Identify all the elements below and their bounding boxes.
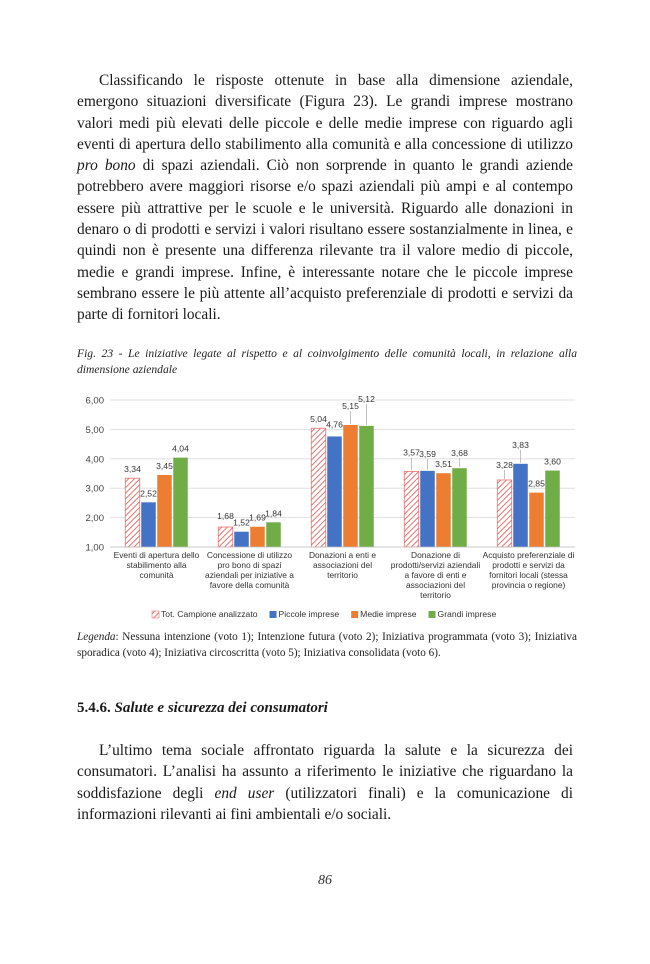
x-tick-label: Acquisto preferenziale di bbox=[482, 550, 575, 560]
paragraph-1-text: Classificando le risposte ottenute in base alla dimensione aziendale, emergono situazioni diversificate (Figura 23). Le grandi imprese mostrano valori medi più elevati delle piccole e delle medie imprese con riguardo agli eventi di apertura dello stabilimento alla comunità e alla concessione di utilizzo bbox=[77, 72, 573, 153]
y-tick-label: 1,00 bbox=[85, 542, 104, 554]
paragraph-2-emphasis: end user bbox=[214, 784, 275, 802]
x-tick-label: fornitori locali (stessa bbox=[489, 570, 568, 580]
data-label: 1,68 bbox=[217, 511, 234, 522]
data-label: 3,57 bbox=[403, 447, 420, 458]
bar bbox=[311, 428, 326, 547]
x-tick-label: Donazione di bbox=[411, 550, 460, 560]
y-tick-label: 4,00 bbox=[85, 454, 104, 466]
data-label: 1,84 bbox=[265, 508, 282, 519]
x-tick-label: territorio bbox=[420, 590, 451, 600]
bar bbox=[141, 502, 156, 547]
y-tick-label: 3,00 bbox=[85, 483, 104, 495]
data-label: 3,45 bbox=[156, 460, 173, 471]
legend-entry: Tot. Campione analizzato bbox=[161, 609, 258, 619]
data-label: 3,28 bbox=[496, 459, 513, 470]
x-tick-label: Donazioni a enti e bbox=[308, 550, 377, 560]
data-label: 3,59 bbox=[419, 448, 436, 459]
section-number: 5.4.6. bbox=[77, 700, 115, 716]
x-tick-label: territorio bbox=[327, 570, 358, 580]
data-label: 5,12 bbox=[358, 393, 375, 404]
data-label: 3,51 bbox=[435, 459, 452, 470]
bar bbox=[529, 493, 544, 547]
data-label: 3,34 bbox=[124, 464, 141, 475]
legend-swatch bbox=[351, 611, 358, 618]
paragraph-2-text-end: (utilizzatori finali) e la comunicazione di informazioni rilevanti ai fini ambientali e/o sociali. bbox=[77, 784, 574, 823]
section-title: Salute e sicurezza dei consumatori bbox=[114, 700, 328, 716]
x-tick-label: prodotti e servizi da bbox=[492, 560, 565, 570]
bar bbox=[359, 426, 374, 547]
bar bbox=[452, 468, 467, 547]
section-heading bbox=[77, 700, 328, 717]
bar bbox=[404, 471, 419, 547]
x-tick-label: favore della comunità bbox=[209, 580, 290, 590]
bar bbox=[420, 471, 435, 547]
figure-caption: Fig. 23 - Le iniziative legate al rispetto e al coinvolgimento delle comunità locali, in relazione alla dimensione aziendale bbox=[77, 347, 577, 376]
bar bbox=[173, 458, 188, 547]
data-label: 4,76 bbox=[326, 419, 343, 430]
bar bbox=[157, 475, 172, 547]
legend-entry: Piccole imprese bbox=[278, 609, 340, 619]
bar bbox=[125, 478, 140, 547]
x-tick-label: a favore di enti e bbox=[404, 570, 467, 580]
data-label: 3,83 bbox=[512, 439, 529, 450]
x-tick-label: aziendali per iniziative a bbox=[205, 570, 294, 580]
legend-entry: Grandi imprese bbox=[437, 609, 497, 619]
bar bbox=[436, 473, 451, 547]
paragraph-1-emphasis: pro bono bbox=[77, 157, 136, 175]
paragraph-1-text-end: di spazi aziendali. Ciò non sorprende in quanto le grandi aziende potrebbero avere maggiori risorse e/o spazi aziendali più ampi e al contempo essere più attrattive per le scuole e le università. Riguardo alle donazioni in denaro o di prodotti e servizi i valori risultano essere sostanzialmente in linea, e quindi non è presente una differenza rilevante tra il valore medio di piccole, medie e grandi imprese. Infine, è interessante notare che le piccole imprese sembrano essere le più attente all’acquisto preferenziale di prodotti e servizi da parte di fornitori locali. bbox=[77, 157, 574, 324]
data-label: 5,15 bbox=[342, 400, 359, 411]
data-label: 2,52 bbox=[140, 488, 157, 499]
bar bbox=[234, 532, 249, 547]
y-tick-label: 5,00 bbox=[85, 424, 104, 436]
page-number: 86 bbox=[318, 873, 332, 888]
legend-note bbox=[77, 630, 577, 661]
data-label: 1,52 bbox=[233, 517, 250, 528]
bar bbox=[250, 527, 265, 547]
body-paragraph-2 bbox=[77, 740, 573, 825]
x-tick-label: Concessione di utilizzo bbox=[206, 550, 293, 560]
bar bbox=[266, 522, 281, 547]
x-tick-label: stabilimento alla bbox=[126, 560, 187, 570]
x-tick-label: comunità bbox=[139, 570, 174, 580]
bar bbox=[497, 480, 512, 547]
data-label: 3,60 bbox=[544, 456, 561, 467]
data-label: 4,04 bbox=[172, 443, 189, 454]
x-tick-label: Eventi di apertura dello bbox=[113, 550, 200, 560]
x-tick-label: associazioni del bbox=[405, 580, 466, 590]
data-label: 2,85 bbox=[528, 478, 545, 489]
legend-swatch bbox=[429, 611, 436, 618]
x-tick-label: provincia o regione) bbox=[491, 580, 566, 590]
legend-swatch bbox=[152, 611, 159, 618]
x-tick-label: prodotti/servizi aziendali bbox=[390, 560, 481, 570]
x-tick-label: associazioni del bbox=[312, 560, 373, 570]
bar bbox=[218, 527, 233, 547]
body-paragraph-1 bbox=[77, 70, 573, 326]
legend-swatch bbox=[270, 611, 277, 618]
data-label: 5,04 bbox=[310, 414, 327, 425]
paragraph-2-text: L’ultimo tema sociale affrontato riguarda la salute e la sicurezza dei consumatori. L’analisi ha assunto a riferimento le iniziative che riguardano la soddisfazione degli bbox=[77, 742, 573, 802]
data-label: 1,69 bbox=[249, 512, 266, 523]
bar-chart bbox=[70, 384, 580, 629]
bar bbox=[327, 436, 342, 547]
x-tick-label: pro bono di spazi bbox=[217, 560, 282, 570]
legend-entry: Medie imprese bbox=[360, 609, 417, 619]
bar bbox=[545, 471, 560, 547]
legend-note-label: Legenda bbox=[77, 631, 116, 643]
bar bbox=[513, 464, 528, 547]
bar bbox=[343, 425, 358, 547]
legend-note-text: : Nessuna intenzione (voto 1); Intenzione futura (voto 2); Iniziativa programmata (voto 3); Iniziativa sporadica (voto 4); Iniziativa circoscritta (voto 5); Iniziativa consolidata (voto 6). bbox=[77, 631, 577, 659]
y-tick-label: 6,00 bbox=[85, 395, 104, 407]
y-tick-label: 2,00 bbox=[85, 513, 104, 525]
data-label: 3,68 bbox=[451, 448, 468, 459]
